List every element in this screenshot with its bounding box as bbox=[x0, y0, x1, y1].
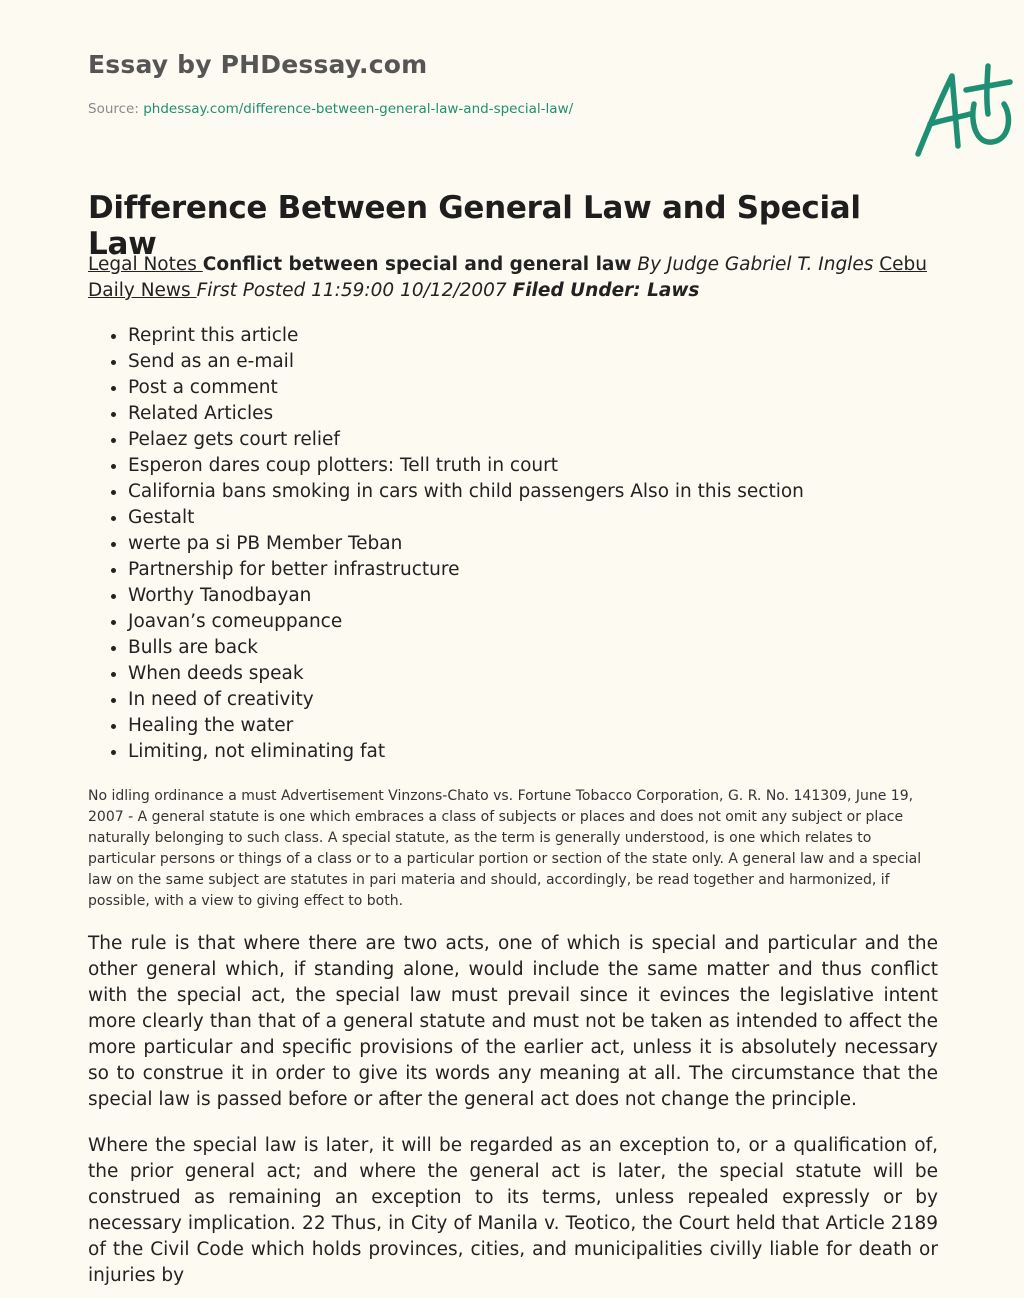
site-brand: Essay by PHDessay.com bbox=[88, 50, 428, 79]
source-label: Source: bbox=[88, 101, 144, 117]
a-plus-logo-icon bbox=[908, 62, 1018, 162]
list-item: • When deeds speak bbox=[128, 661, 804, 687]
author: By Judge Gabriel T. Ingles bbox=[631, 254, 880, 275]
list-item: • Limiting, not eliminating fat bbox=[128, 739, 804, 765]
list-item: • Partnership for better infrastructure bbox=[128, 557, 804, 583]
list-item: • Related Articles bbox=[128, 401, 804, 427]
article-headline: Conflict between special and general law bbox=[202, 254, 632, 275]
related-links-list bbox=[88, 323, 804, 765]
list-item: • Post a comment bbox=[128, 375, 804, 401]
filed-under: Filed Under: Laws bbox=[512, 280, 700, 301]
source-line bbox=[88, 101, 573, 117]
small-paragraph: No idling ordinance a must Advertisement Vinzons-Chato vs. Fortune Tobacco Corporation, G. R. No. 141309, June 19, 2007 - A general statute is one which embraces a class of subjects or places and does not omit any subject or place naturally belonging to such class. A special statute, as the term is generally understood, is one which relates to particular persons or things of a class or to a particular portion or section of the state only. A general law and a special law on the same subject are statutes in pari materia and should, accordingly, be read together and harmonized, if possible, with a view to giving effect to both. bbox=[88, 788, 922, 909]
list-item: • Send as an e-mail bbox=[128, 349, 804, 375]
publication-link[interactable]: Cebu Daily News bbox=[88, 254, 928, 301]
list-item: • Bulls are back bbox=[128, 635, 804, 661]
source-link[interactable]: phdessay.com/difference-between-general-law-and-special-law/ bbox=[143, 101, 574, 117]
page-title: Difference Between General Law and Special Law bbox=[88, 190, 861, 262]
body-paragraph: The rule is that where there are two acts, one of which is special and particular and the other general which, if standing alone, would include the same matter and thus conflict with the special act, the special law must prevail since it evinces the legislative intent more clearly than that of a general statute and must not be taken as intended to affect the more particular and specific provisions of the earlier act, unless it is absolutely necessary so to construe it in order to give its words any meaning at all. The circumstance that the special law is passed before or after the general act does not change the principle. bbox=[88, 933, 938, 1110]
article-byline bbox=[88, 252, 938, 304]
posted-date: First Posted 11:59:00 10/12/2007 bbox=[196, 280, 513, 301]
list-item: • Worthy Tanodbayan bbox=[128, 583, 804, 609]
list-item: • Gestalt bbox=[128, 505, 804, 531]
list-item: • Pelaez gets court relief bbox=[128, 427, 804, 453]
section-link[interactable]: Legal Notes bbox=[88, 254, 203, 275]
list-item: • California bans smoking in cars with child passengers Also in this section bbox=[128, 479, 804, 505]
list-item: • Esperon dares coup plotters: Tell truth in court bbox=[128, 453, 804, 479]
list-item: • werte pa si PB Member Teban bbox=[128, 531, 804, 557]
body-paragraph: Where the special law is later, it will be regarded as an exception to, or a qualification of, the prior general act; and where the general act is later, the special statute will be construed as remaining an exception to its terms, unless repealed expressly or by necessary implication. 22 Thus, in City of Manila v. Teotico, the Court held that Article 2189 of the Civil Code which holds provinces, cities, and municipalities civilly liable for death or injuries by bbox=[88, 1135, 938, 1286]
list-item: • Healing the water bbox=[128, 713, 804, 739]
list-item: • In need of creativity bbox=[128, 687, 804, 713]
list-item: • Joavan’s comeuppance bbox=[128, 609, 804, 635]
list-item: • Reprint this article bbox=[128, 323, 804, 349]
